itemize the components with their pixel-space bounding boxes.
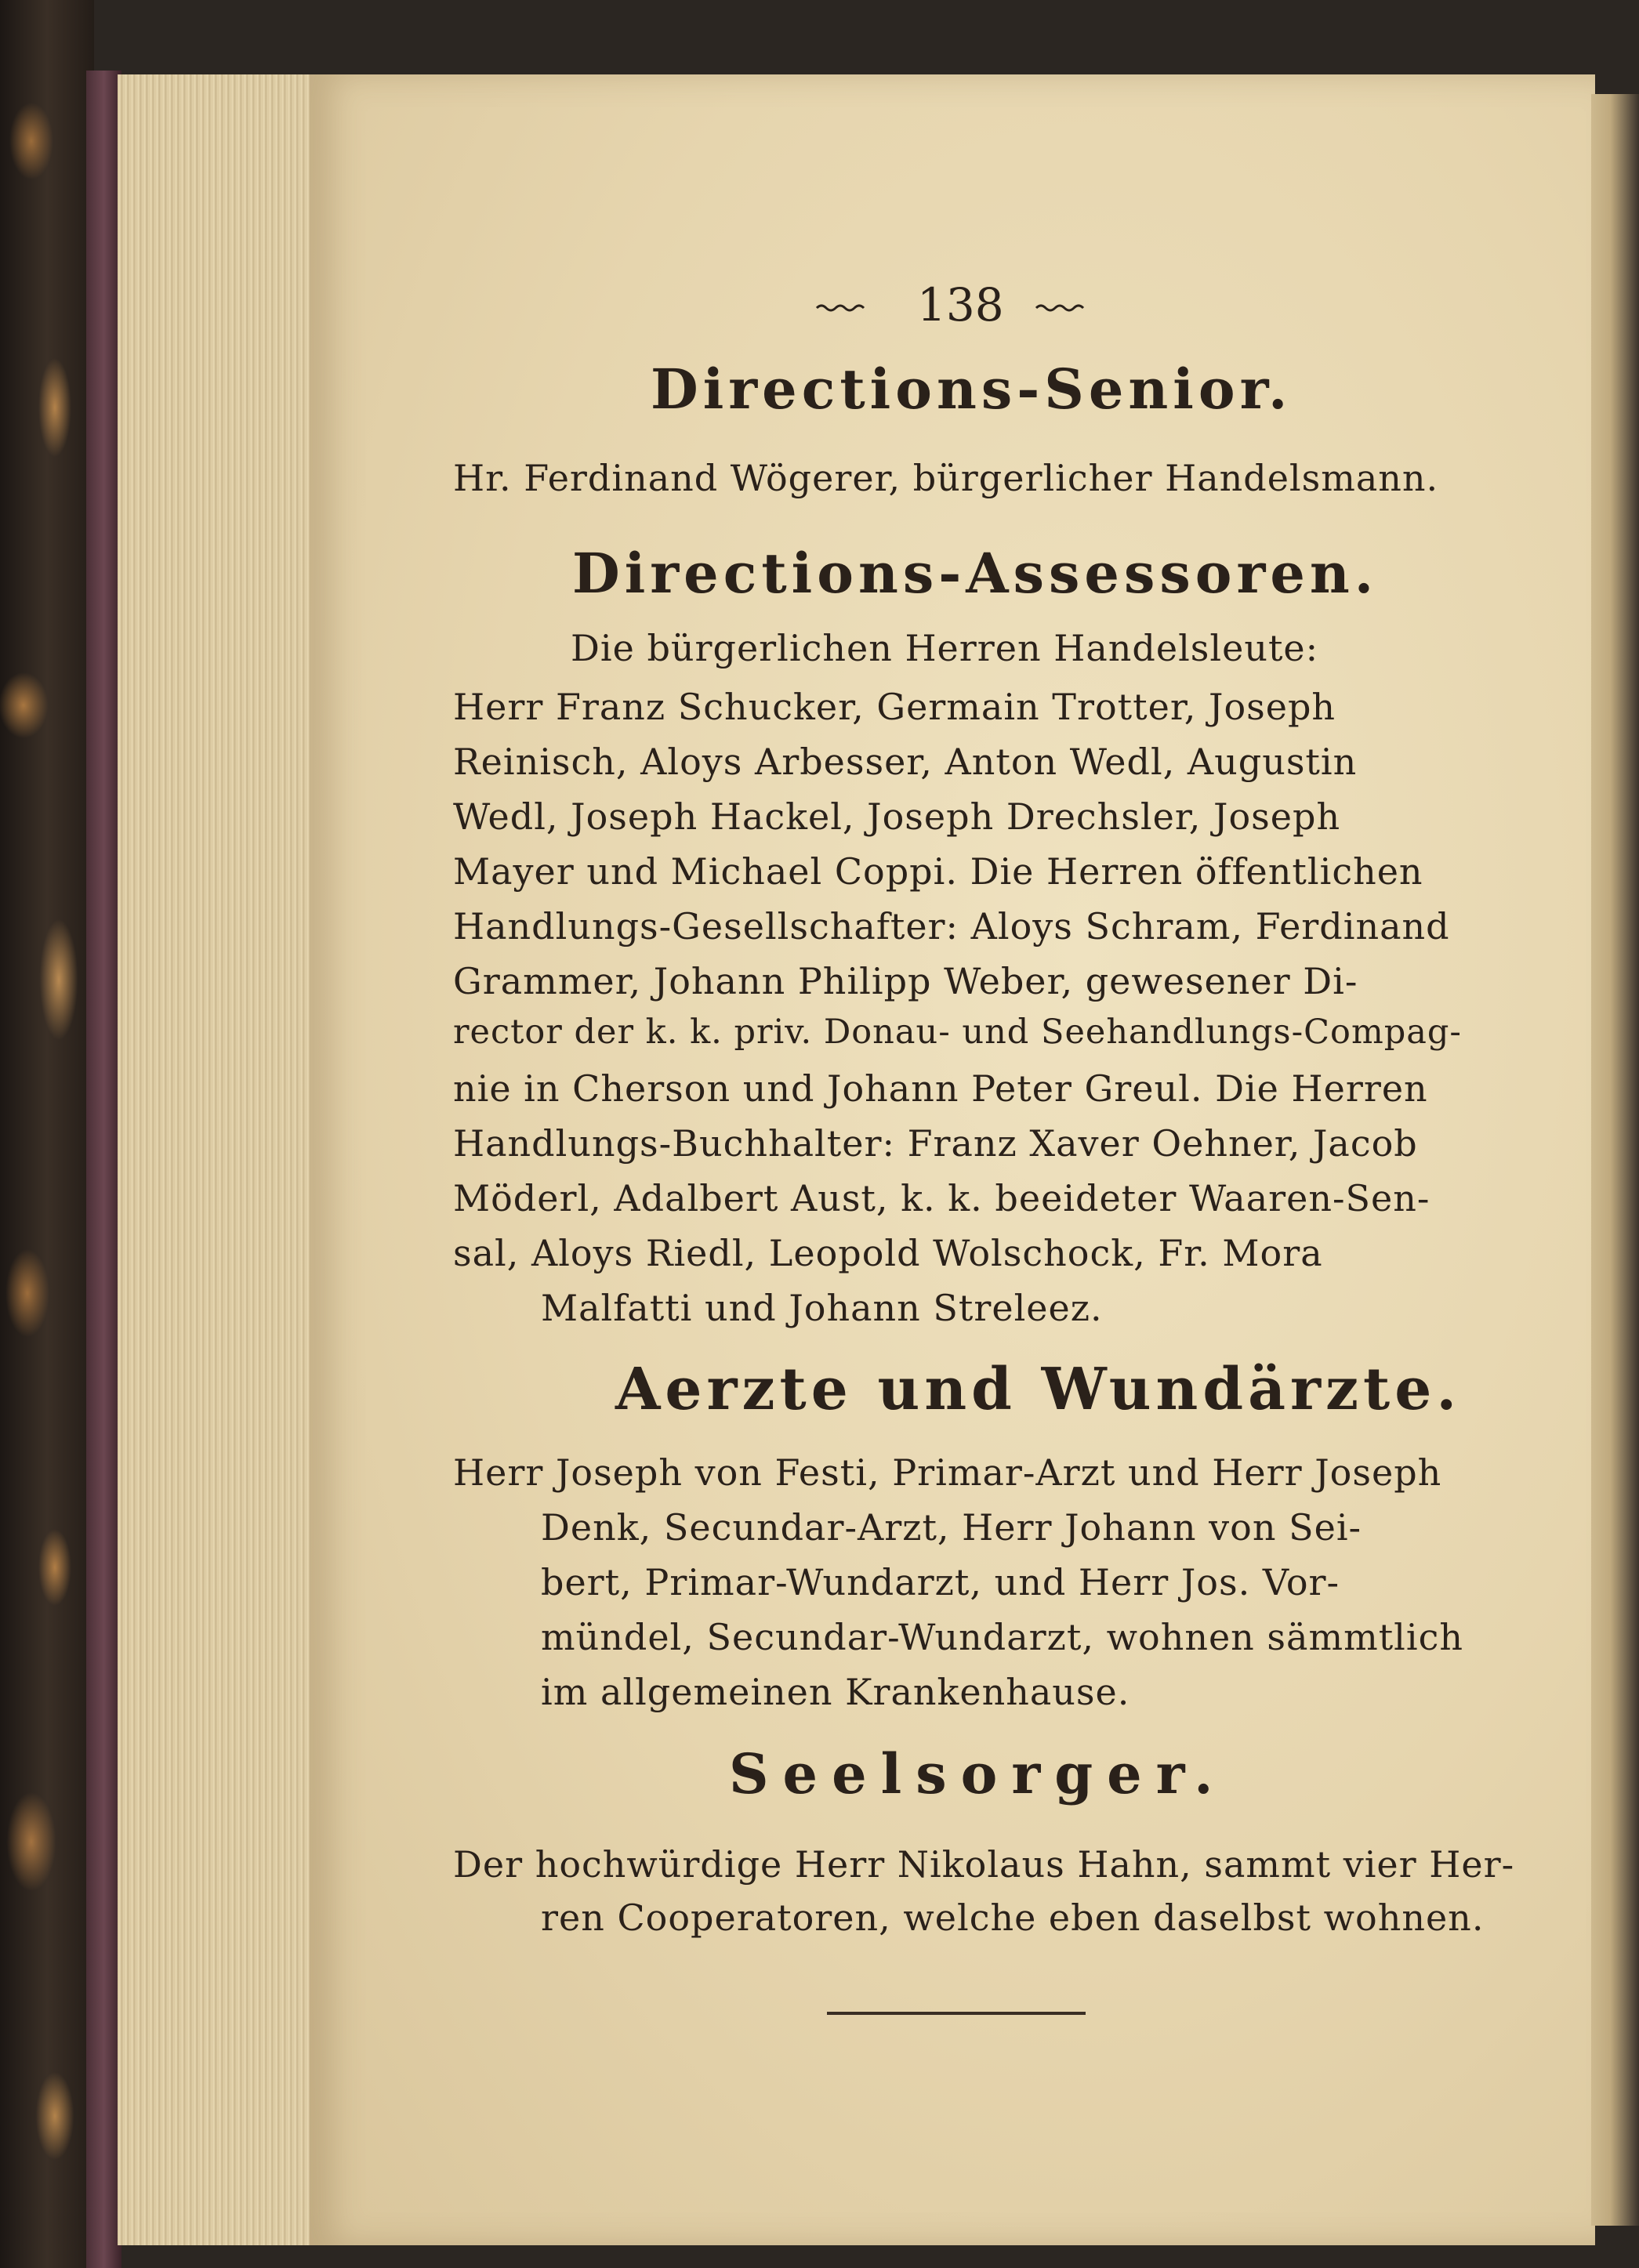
heading-directions-assessoren: Directions-Assessoren. — [572, 541, 1379, 606]
marbled-cover — [0, 0, 94, 2268]
text-line: Grammer, Johann Philipp Weber, gewesener Di- — [453, 960, 1358, 1002]
text-line: Denk, Secundar-Arzt, Herr Johann von Sei- — [541, 1506, 1362, 1549]
page-number: 138 — [917, 278, 1004, 332]
text-line: Malfatti und Johann Streleez. — [541, 1287, 1103, 1329]
text-line: Der hochwürdige Herr Nikolaus Hahn, sammt vier Her- — [453, 1843, 1515, 1886]
text-line: Hr. Ferdinand Wögerer, bürgerlicher Handelsmann. — [453, 457, 1439, 499]
heading-aerzte-und-wundaerzte: Aerzte und Wundärzte. — [615, 1356, 1462, 1423]
text-line: bert, Primar-Wundarzt, und Herr Jos. Vor- — [541, 1561, 1340, 1603]
text-line: Handlungs-Gesellschafter: Aloys Schram, Ferdinand — [453, 905, 1450, 947]
text-line: Möderl, Adalbert Aust, k. k. beeideter Waaren-Sen- — [453, 1177, 1430, 1219]
text-line: rector der k. k. priv. Donau- und Seehandlungs-Compag- — [453, 1013, 1462, 1052]
closing-rule — [827, 2012, 1086, 2015]
book-spine — [86, 71, 121, 2268]
text-line: Mayer und Michael Coppi. Die Herren öffentlichen — [453, 850, 1423, 893]
facing-page-edge — [1591, 94, 1639, 2226]
text-line: Wedl, Joseph Hackel, Joseph Drechsler, Joseph — [453, 795, 1341, 838]
text-line: Handlungs-Buchhalter: Franz Xaver Oehner, Jacob — [453, 1122, 1418, 1165]
heading-directions-senior: Directions-Senior. — [651, 357, 1293, 422]
ornament-left-icon — [815, 302, 870, 313]
text-line: nie in Cherson und Johann Peter Greul. Die Herren — [453, 1067, 1428, 1110]
heading-seelsorger: Seelsorger. — [729, 1741, 1227, 1806]
text-line: im allgemeinen Krankenhause. — [541, 1671, 1130, 1713]
text-line: ren Cooperatoren, welche eben daselbst wohnen. — [541, 1897, 1485, 1939]
text-line: Herr Franz Schucker, Germain Trotter, Joseph — [453, 686, 1336, 728]
text-line: Die bürgerlichen Herren Handelsleute: — [571, 627, 1319, 669]
text-line: Herr Joseph von Festi, Primar-Arzt und Herr Joseph — [453, 1451, 1442, 1494]
text-line: Reinisch, Aloys Arbesser, Anton Wedl, Augustin — [453, 741, 1358, 783]
ornament-right-icon — [1035, 302, 1090, 313]
text-line: mündel, Secundar-Wundarzt, wohnen sämmtlich — [541, 1616, 1463, 1658]
text-line: sal, Aloys Riedl, Leopold Wolschock, Fr. Mora — [453, 1232, 1323, 1274]
page-edges — [118, 74, 314, 2245]
